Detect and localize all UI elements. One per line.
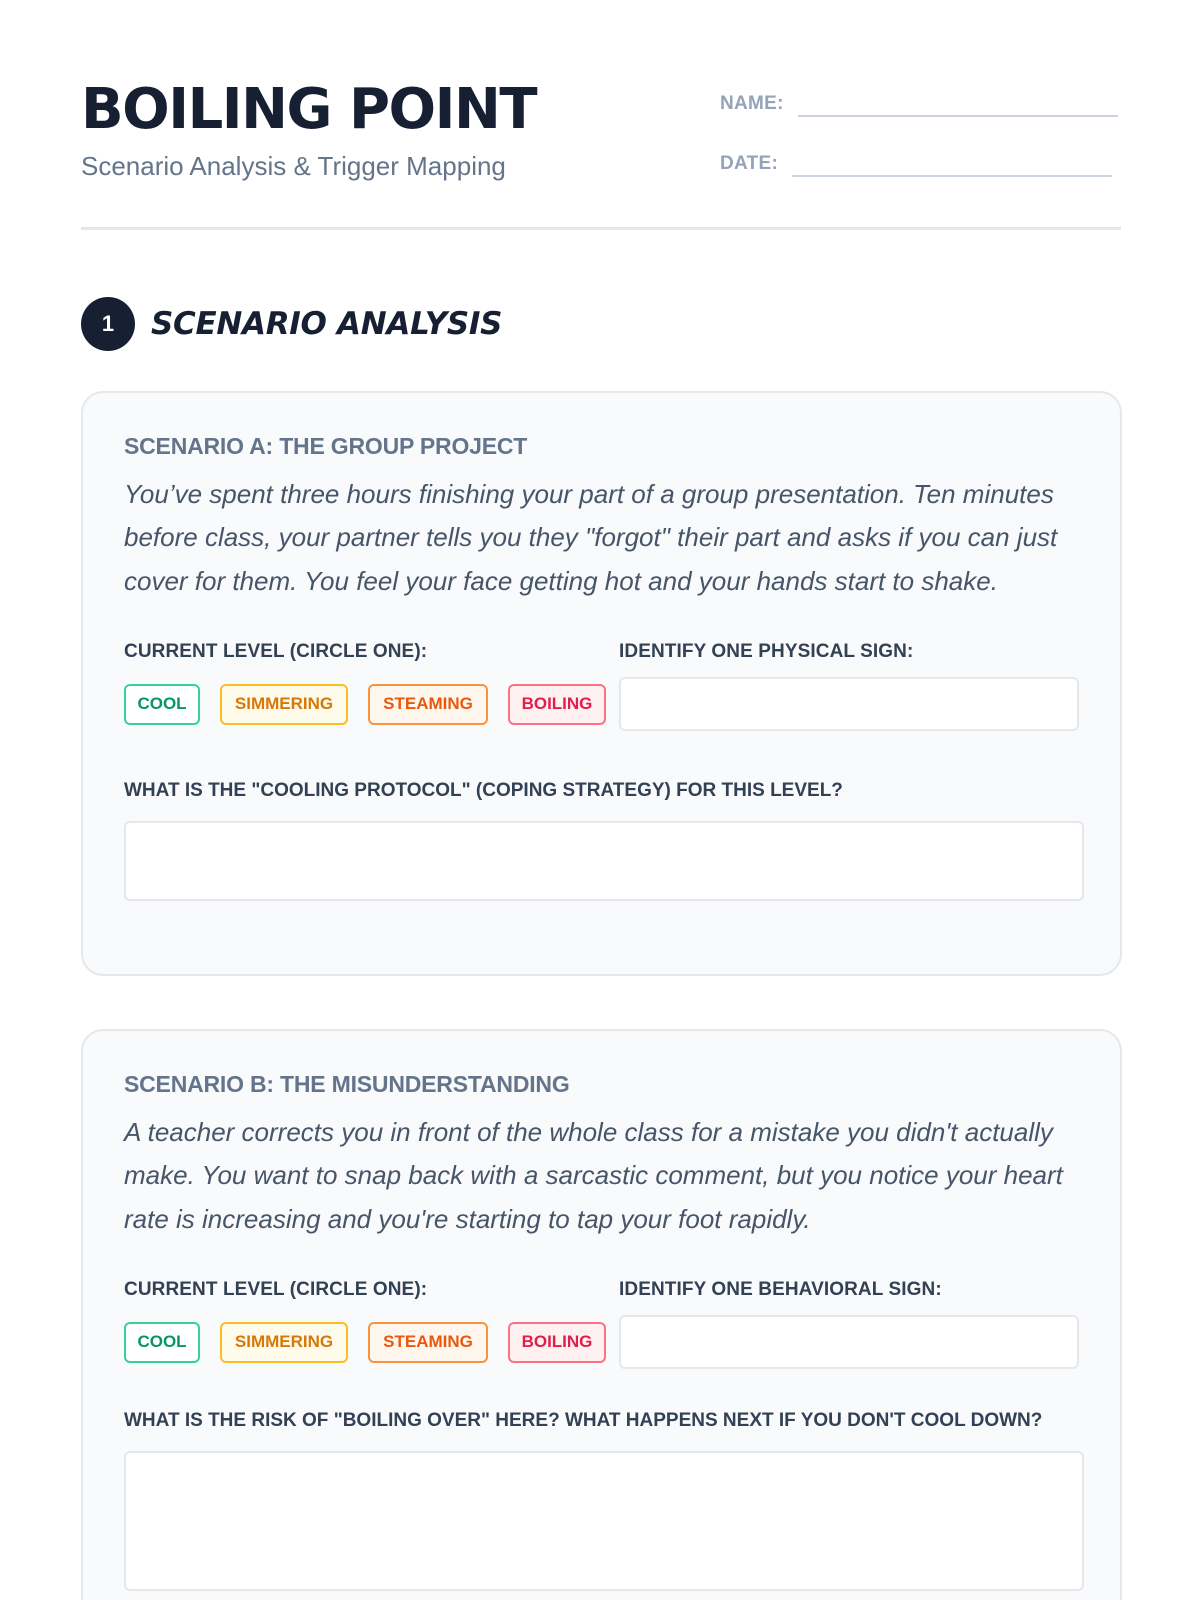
scenario-b-level-label: CURRENT LEVEL (CIRCLE ONE): — [124, 1279, 428, 1301]
page-title: BOILING POINT — [81, 77, 537, 142]
scenario-a-level-cool[interactable]: COOL — [124, 684, 200, 725]
scenario-a-sign-column — [619, 641, 1079, 731]
date-label: DATE: — [720, 153, 779, 174]
scenario-b-sign-label: IDENTIFY ONE BEHAVIORAL SIGN: — [619, 1279, 942, 1301]
scenario-b-level-options — [124, 1322, 619, 1363]
scenario-b-level-steaming[interactable]: STEAMING — [368, 1322, 488, 1363]
scenario-b-level-simmering[interactable]: SIMMERING — [220, 1322, 348, 1363]
scenario-b-behavioral-sign-input[interactable] — [619, 1315, 1079, 1369]
name-label: NAME: — [720, 93, 784, 114]
date-input-line[interactable] — [792, 175, 1112, 177]
section-title: SCENARIO ANALYSIS — [151, 306, 503, 342]
scenario-a-level-options — [124, 684, 619, 725]
scenario-a-description: You’ve spent three hours finishing your part of a group presentation. Ten minutes before class, your partner tells you they "forgot" their part and asks if you can just cover for them. You feel your face getting hot and your hands start to shake. — [124, 478, 1058, 596]
scenario-a-sign-label: IDENTIFY ONE PHYSICAL SIGN: — [619, 641, 914, 663]
worksheet-header — [81, 0, 1121, 230]
scenario-b-title: SCENARIO B: THE MISUNDERSTANDING — [124, 1071, 570, 1097]
scenario-b-boiling-over-input[interactable] — [124, 1451, 1084, 1591]
scenario-b-description: A teacher corrects you in front of the whole class for a mistake you didn't actually make. You want to snap back with a sarcastic comment, but you notice your heart rate is increasing and you're starting to tap your foot rapidly. — [124, 1116, 1063, 1234]
scenario-b-level-cool[interactable]: COOL — [124, 1322, 200, 1363]
scenario-a-card — [81, 391, 1122, 976]
scenario-a-title: SCENARIO A: THE GROUP PROJECT — [124, 433, 528, 459]
scenario-a-level-simmering[interactable]: SIMMERING — [220, 684, 348, 725]
name-field-row — [720, 94, 1118, 113]
scenario-a-level-boiling[interactable]: BOILING — [508, 684, 606, 725]
scenario-a-question-label: WHAT IS THE "COOLING PROTOCOL" (COPING STRATEGY) FOR THIS LEVEL? — [124, 779, 843, 801]
scenario-b-level-column — [124, 1279, 619, 1369]
scenario-a-physical-sign-input[interactable] — [619, 677, 1079, 731]
scenario-a-level-row — [124, 641, 1079, 731]
scenario-a-level-column — [124, 641, 619, 731]
scenario-a-level-label: CURRENT LEVEL (CIRCLE ONE): — [124, 641, 428, 663]
scenario-b-question-label: WHAT IS THE RISK OF "BOILING OVER" HERE? WHAT HAPPENS NEXT IF YOU DON'T COOL DOWN? — [124, 1409, 1043, 1431]
section-heading — [81, 297, 502, 351]
scenario-a-level-steaming[interactable]: STEAMING — [368, 684, 488, 725]
date-field-row — [720, 154, 1112, 173]
scenario-a-cooling-protocol-input[interactable] — [124, 821, 1084, 901]
section-number-badge: 1 — [81, 297, 135, 351]
scenario-b-level-boiling[interactable]: BOILING — [508, 1322, 606, 1363]
scenario-b-sign-column — [619, 1279, 1079, 1369]
scenario-b-level-row — [124, 1279, 1079, 1369]
page-subtitle: Scenario Analysis & Trigger Mapping — [81, 151, 506, 181]
name-input-line[interactable] — [798, 115, 1118, 117]
scenario-b-card — [81, 1029, 1122, 1600]
